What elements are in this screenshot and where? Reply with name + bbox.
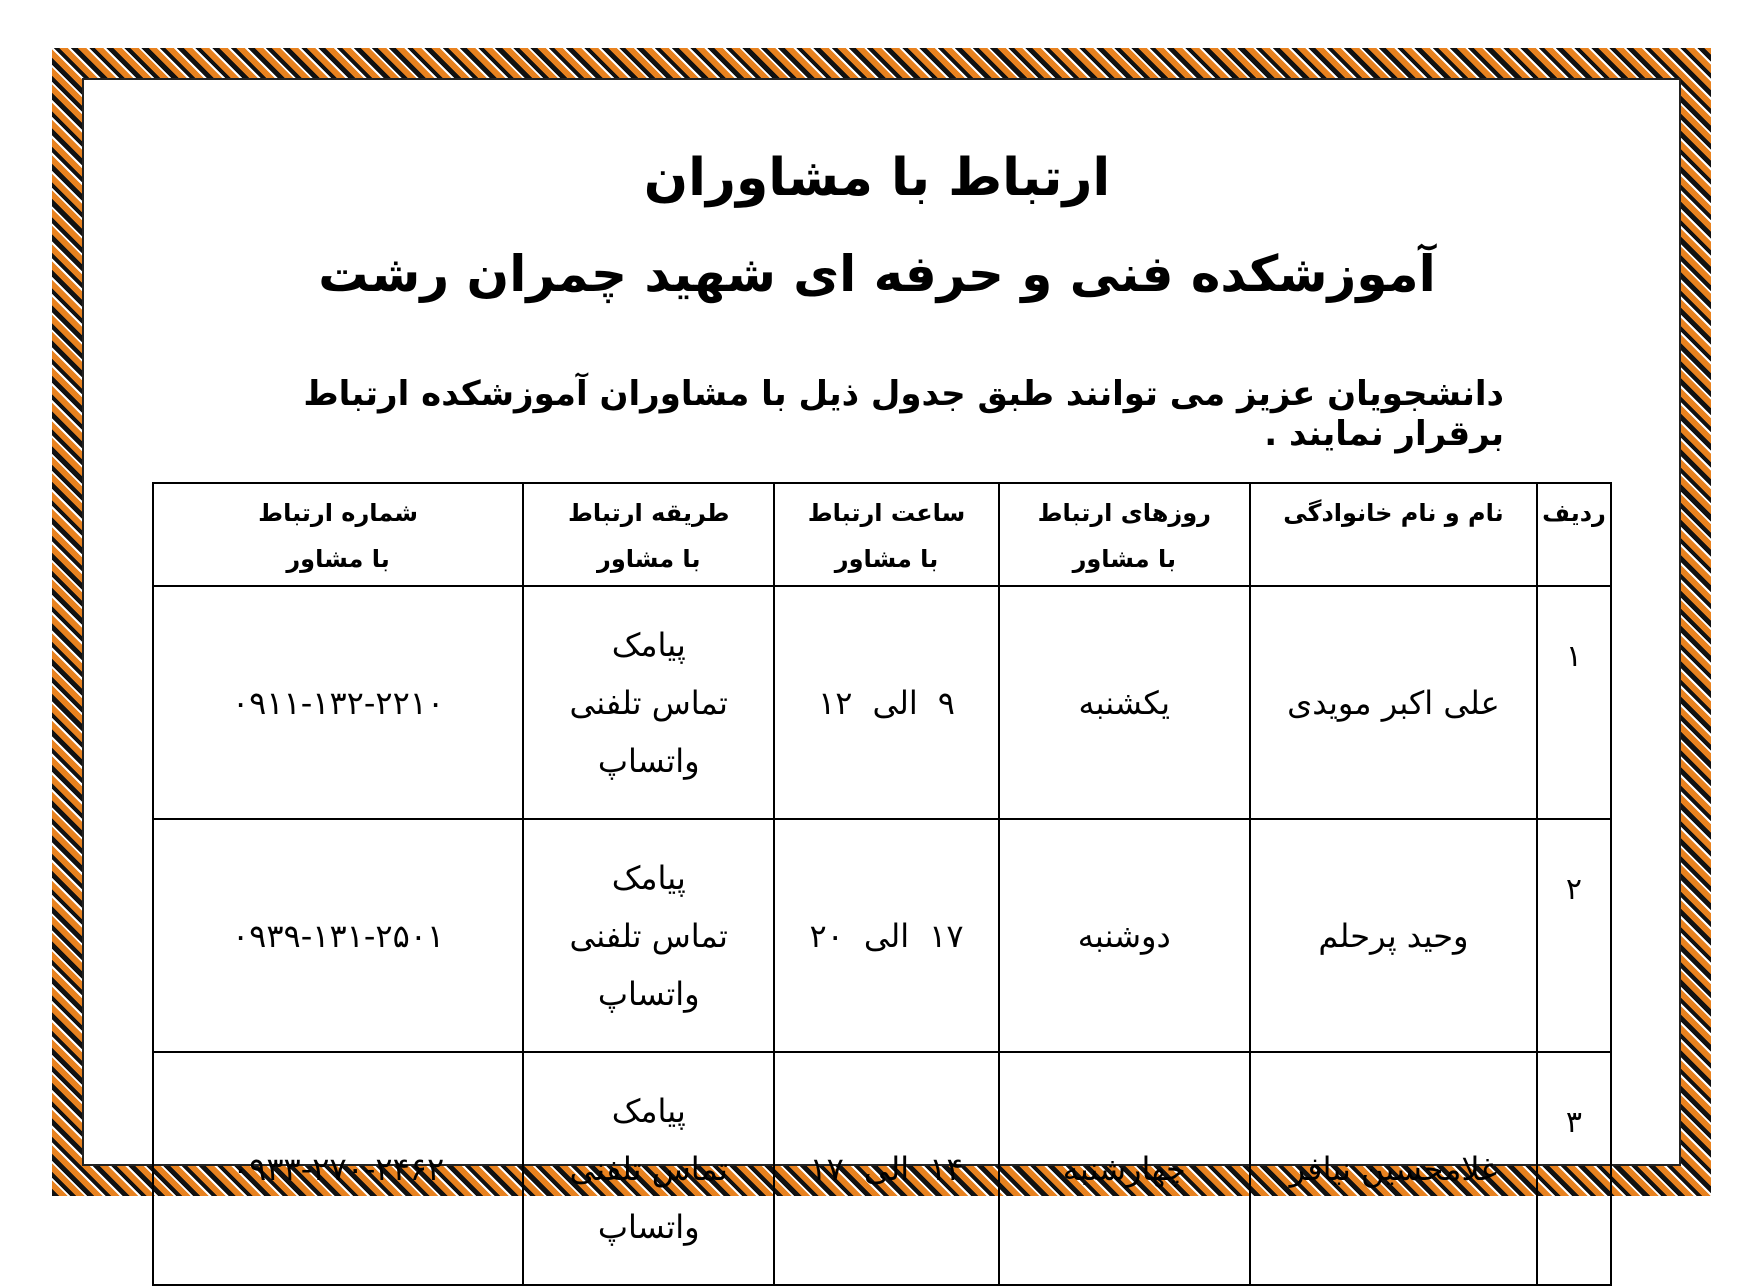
header-line: ساعت ارتباط	[807, 499, 966, 527]
contact-day: دوشنبه	[999, 819, 1250, 1052]
contact-methods	[523, 586, 774, 819]
hour-to: ۲۰	[809, 916, 844, 955]
contact-hours	[774, 586, 998, 819]
advisor-name: غلامحسین نیافر	[1250, 1052, 1537, 1285]
header-name	[1250, 483, 1537, 586]
header-line: با مشاور	[597, 545, 701, 573]
intro-text: دانشجویان عزیز می توانند طبق جدول ذیل با مشاوران آموزشکده ارتباط برقرار نمایند .	[303, 374, 1504, 454]
phone-number	[153, 1052, 523, 1285]
phone-number	[153, 586, 523, 819]
advisor-name: وحید پرحلم	[1250, 819, 1537, 1052]
advisor-name: علی اکبر مویدی	[1250, 586, 1537, 819]
method-call: تماس تلفنی	[569, 683, 728, 722]
hour-to: ۱۷	[809, 1149, 844, 1188]
header-line: با مشاور	[834, 545, 939, 573]
contact-day: چهارشنبه	[999, 1052, 1250, 1285]
header-method	[523, 483, 774, 586]
header-hours	[774, 483, 998, 586]
phone-number-text: ۰۹۳۹-۱۳۱-۲۵۰۱	[231, 916, 445, 955]
method-call: تماس تلفنی	[569, 916, 728, 955]
institution-name: آموزشکده فنی و حرفه ای شهید چمران رشت	[318, 245, 1436, 303]
table-row	[153, 586, 1611, 819]
header-line: شماره ارتباط	[258, 499, 418, 527]
table-row	[153, 1052, 1611, 1285]
header-line: با مشاور	[286, 545, 390, 573]
method-whatsapp: واتساپ	[597, 974, 700, 1013]
header-line: طریقه ارتباط	[567, 499, 730, 527]
page-title: ارتباط با مشاوران	[643, 148, 1111, 208]
phone-number-text: ۰۹۱۱-۱۳۲-۲۲۱۰	[231, 683, 445, 722]
method-sms: پیامک	[611, 858, 686, 897]
method-whatsapp: واتساپ	[597, 1207, 700, 1246]
header-line: ردیف	[1542, 499, 1606, 527]
header-days	[999, 483, 1250, 586]
header-line: با مشاور	[1072, 545, 1176, 573]
hour-separator: الی	[863, 1149, 910, 1188]
header-line: نام و نام خانوادگی	[1283, 499, 1504, 527]
header-line: روزهای ارتباط	[1037, 499, 1211, 527]
method-call: تماس تلفنی	[569, 1149, 728, 1188]
contact-methods	[523, 1052, 774, 1285]
phone-number-text: ۰۹۳۳-۲۷۰-۲۴۶۲	[231, 1149, 445, 1188]
header-phone	[153, 483, 523, 586]
hour-separator: الی	[872, 683, 918, 722]
contact-hours	[774, 1052, 998, 1285]
header-index	[1537, 483, 1611, 586]
table-header-row	[153, 483, 1611, 586]
method-whatsapp: واتساپ	[597, 741, 700, 780]
phone-number	[153, 819, 523, 1052]
contact-day: یکشنبه	[999, 586, 1250, 819]
method-sms: پیامک	[611, 1091, 686, 1130]
row-index: ۱	[1537, 586, 1611, 819]
method-sms: پیامک	[611, 625, 686, 664]
hour-separator: الی	[863, 916, 910, 955]
contact-hours	[774, 819, 998, 1052]
hour-to: ۱۲	[818, 683, 853, 722]
row-index: ۲	[1537, 819, 1611, 1052]
row-index: ۳	[1537, 1052, 1611, 1285]
hour-from: ۱۴	[929, 1149, 964, 1188]
contact-methods	[523, 819, 774, 1052]
hour-from: ۹	[937, 683, 955, 722]
table-row	[153, 819, 1611, 1052]
hour-from: ۱۷	[929, 916, 964, 955]
advisors-table	[152, 482, 1612, 1286]
